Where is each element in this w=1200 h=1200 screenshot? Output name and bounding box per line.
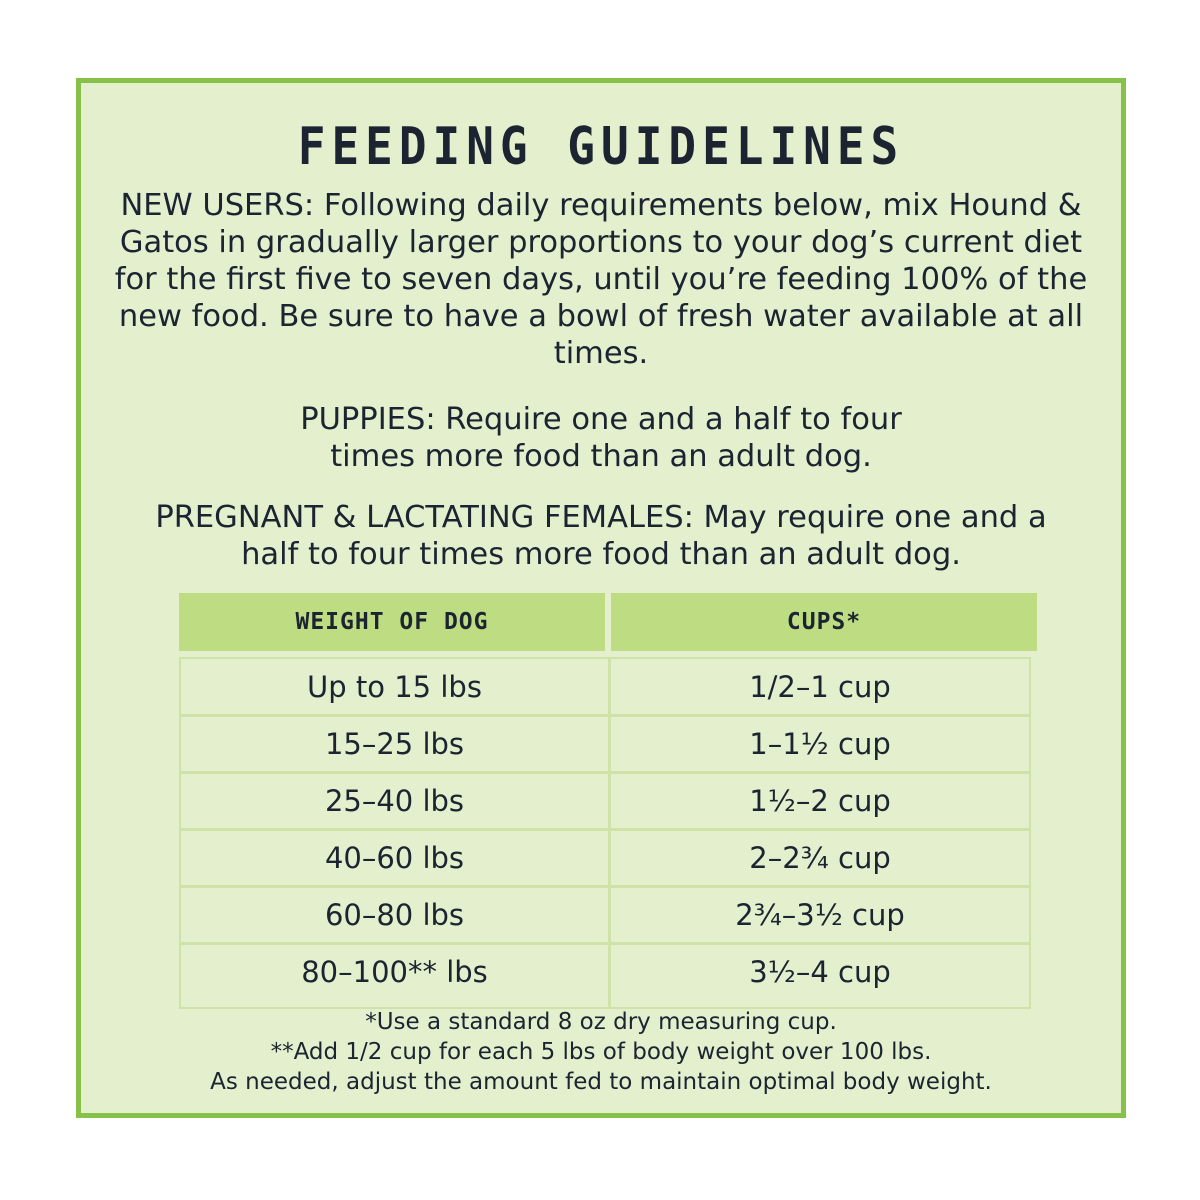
weight-cell: 25–40 lbs xyxy=(324,784,465,818)
feeding-table xyxy=(179,593,1037,989)
footnote-measuring-cup: *Use a standard 8 oz dry measuring cup. xyxy=(365,1009,837,1035)
weight-cell: 15–25 lbs xyxy=(324,727,465,761)
weight-cell: 40–60 lbs xyxy=(324,841,465,875)
new-users-text: Following daily requirements below, mix Hound & Gatos in gradually larger proportions to your dog’s current diet for the first five to seven days, until you’re feeding 100% of the new food. Be sure to have a bowl of fresh water available at all times. xyxy=(114,188,1088,371)
weight-cell: 60–80 lbs xyxy=(324,898,465,932)
table-body xyxy=(179,657,1031,1009)
cups-cell: 1/2–1 cup xyxy=(749,670,891,704)
table-row xyxy=(181,716,1029,772)
table-row xyxy=(181,830,1029,886)
table-row xyxy=(181,659,1029,715)
table-header xyxy=(179,593,1037,651)
puppies-paragraph xyxy=(261,401,941,475)
pregnant-label: PREGNANT & LACTATING FEMALES: xyxy=(155,500,694,535)
footnote-over-100-lbs: **Add 1/2 cup for each 5 lbs of body weight over 100 lbs. xyxy=(270,1039,932,1065)
header-weight: WEIGHT OF DOG xyxy=(179,593,605,651)
footnotes xyxy=(81,1007,1121,1097)
table-row xyxy=(181,887,1029,943)
page-title: FEEDING GUIDELINES xyxy=(297,115,905,177)
puppies-text: Require one and a half to four times more food than an adult dog. xyxy=(330,402,902,474)
new-users-label: NEW USERS: xyxy=(120,188,315,223)
cups-cell: 1½–2 cup xyxy=(749,784,891,818)
cups-cell: 3½–4 cup xyxy=(749,955,891,989)
weight-cell: 80–100** lbs xyxy=(301,955,488,989)
feeding-guidelines-panel xyxy=(76,78,1126,1118)
pregnant-text: May require one and a half to four times more food than an adult dog. xyxy=(241,500,1047,572)
cups-cell: 2¾–3½ cup xyxy=(735,898,905,932)
pregnant-paragraph xyxy=(131,499,1071,573)
weight-cell: Up to 15 lbs xyxy=(307,670,482,704)
footnote-adjust-amount: As needed, adjust the amount fed to maintain optimal body weight. xyxy=(210,1069,992,1095)
table-row xyxy=(181,944,1029,1000)
header-cups: CUPS* xyxy=(611,593,1037,651)
new-users-paragraph xyxy=(101,187,1101,372)
cups-cell: 1–1½ cup xyxy=(749,727,891,761)
puppies-label: PUPPIES: xyxy=(300,402,436,437)
cups-cell: 2–2¾ cup xyxy=(749,841,891,875)
table-row xyxy=(181,773,1029,829)
